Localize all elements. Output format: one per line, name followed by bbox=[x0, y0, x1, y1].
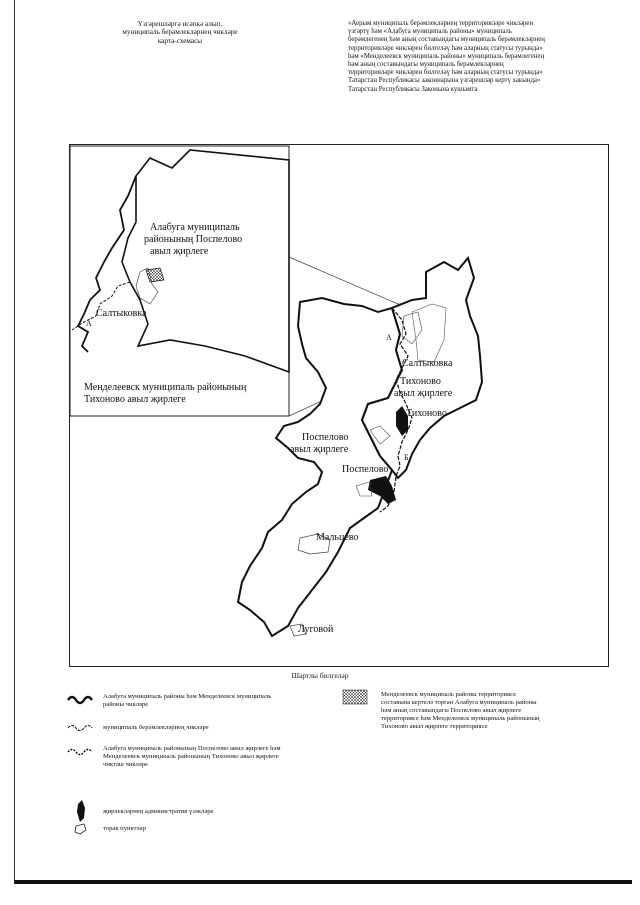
maltsevo-label: Мальцево bbox=[316, 532, 359, 543]
pospelovo-settlement-label: Поспелово bbox=[302, 432, 349, 443]
inset-alabuga-boundary bbox=[122, 150, 289, 372]
legend-item-transferred-area bbox=[381, 691, 611, 731]
legend-item-text: һәм аның составындагы Поспелово авыл җирлеге bbox=[381, 707, 522, 714]
tikhonovo-label: Тихоново bbox=[406, 408, 447, 419]
legend-item-text: торак пунктлар bbox=[103, 825, 146, 832]
point-b-label: Б bbox=[404, 453, 409, 462]
legend-item-text: Тихоново авыл җирлеге территориясе bbox=[381, 723, 488, 730]
shared-boundary-symbol bbox=[68, 750, 92, 755]
saltykovka-label: Салтыковка bbox=[402, 358, 453, 369]
law-reference-line: Татарстан Республикасы Законына кушымта bbox=[348, 85, 478, 93]
pospelovo-label: Поспелово bbox=[342, 464, 389, 475]
legend-item-admin-centers bbox=[103, 808, 333, 816]
transferred-area-symbol bbox=[343, 690, 367, 704]
inset-connector-line bbox=[289, 257, 398, 304]
law-reference-line: «Аерым муниципаль берәмлекләрнең территорияләре чикләрен bbox=[348, 20, 534, 27]
inset-saltykovka-label: Салтыковка bbox=[96, 308, 147, 319]
map-title-line: карта-схемасы bbox=[157, 36, 203, 45]
law-reference-line: Татарстан Республикасы законнарына үзгәрешләр кертү хакында» bbox=[348, 77, 541, 85]
legend-item-text: җирлекләрнең административ үзәкләре bbox=[103, 808, 214, 815]
legend-item-municipal-boundary bbox=[103, 724, 333, 732]
legend-item-text: районы чикләре bbox=[103, 701, 149, 708]
lugovoy-label: Луговой bbox=[298, 624, 334, 635]
law-reference-line: һәм аның составындагы муниципаль берәмлекләрнең bbox=[348, 61, 504, 69]
law-reference-line: берәмлегенең һәм аның составындагы муниципаль берәмлекләрнең bbox=[348, 36, 545, 44]
legend-item-text: муниципаль берәмлекләрнең чикләре bbox=[103, 724, 209, 731]
inset-alabuga-label: Алабуга муниципаль bbox=[150, 222, 240, 233]
admin-center-symbol bbox=[77, 800, 85, 822]
page-bottom-rule bbox=[14, 880, 632, 884]
legend-item-text: Менделеевск муниципаль районы территориясе bbox=[381, 691, 517, 698]
legend-item-text: Менделеевск муниципаль районының Тихоново авыл җирлеге bbox=[103, 753, 279, 760]
district-boundary-symbol bbox=[68, 697, 92, 703]
legend-item-text: Алабуга муниципаль районы һәм Менделеевск муниципаль bbox=[103, 693, 272, 700]
point-a-label: А bbox=[386, 333, 392, 342]
legend-item-shared-boundary bbox=[103, 745, 343, 769]
tikhonovo-settlement-label: авыл җирлеге bbox=[394, 388, 453, 399]
legend-item-settlements bbox=[103, 825, 333, 833]
map-title-line: муниципаль берәмлекләрнең чикләре bbox=[122, 28, 238, 37]
inset-mendeleevsk-label: Тихоново авыл җирлеге bbox=[84, 394, 186, 405]
legend-item-text: составына кертелә торган Алабуга муниципаль районы bbox=[381, 699, 537, 706]
inset-mendeleevsk-label: Менделеевск муниципаль районының bbox=[84, 382, 247, 393]
municipal-boundary-symbol bbox=[68, 726, 92, 731]
law-reference-line: территорияләре чикләрен билгеләү һәм аларның статусы турында» bbox=[348, 69, 543, 77]
inset-alabuga-label: авыл җирлеге bbox=[150, 246, 209, 257]
map-title-line: Үзгәрешләргә исәпкә алып, bbox=[137, 20, 223, 28]
law-reference-line: һәм «Менделеевск муниципаль районы» муниципаль берәмлегенең bbox=[348, 52, 545, 60]
legend-item-text: Алабуга муниципаль районының Поспелово авыл җирлеге һәм bbox=[103, 745, 281, 752]
law-reference-line: үзгәртү һәм «Алабуга муниципаль районы» муниципаль bbox=[348, 28, 512, 36]
inset-point-a-label: А bbox=[86, 319, 92, 328]
legend-title: Шартлы билгеләр bbox=[291, 671, 349, 680]
legend-item-text: территориясе һәм Менделеевск муниципаль районының bbox=[381, 715, 540, 722]
legend-item-district-boundary bbox=[103, 693, 333, 709]
tikhonovo-settlement-label: Тихоново bbox=[400, 376, 441, 387]
inset-alabuga-label: районының Поспелово bbox=[144, 234, 243, 245]
law-reference-line: территорияләре чикләрен билгеләү һәм аларның статусы турында» bbox=[348, 44, 543, 52]
legend-item-text: чиктәш чикләре bbox=[103, 761, 148, 768]
pospelovo-settlement-label: авыл җирлеге bbox=[290, 444, 349, 455]
settlement-symbol bbox=[75, 824, 86, 834]
